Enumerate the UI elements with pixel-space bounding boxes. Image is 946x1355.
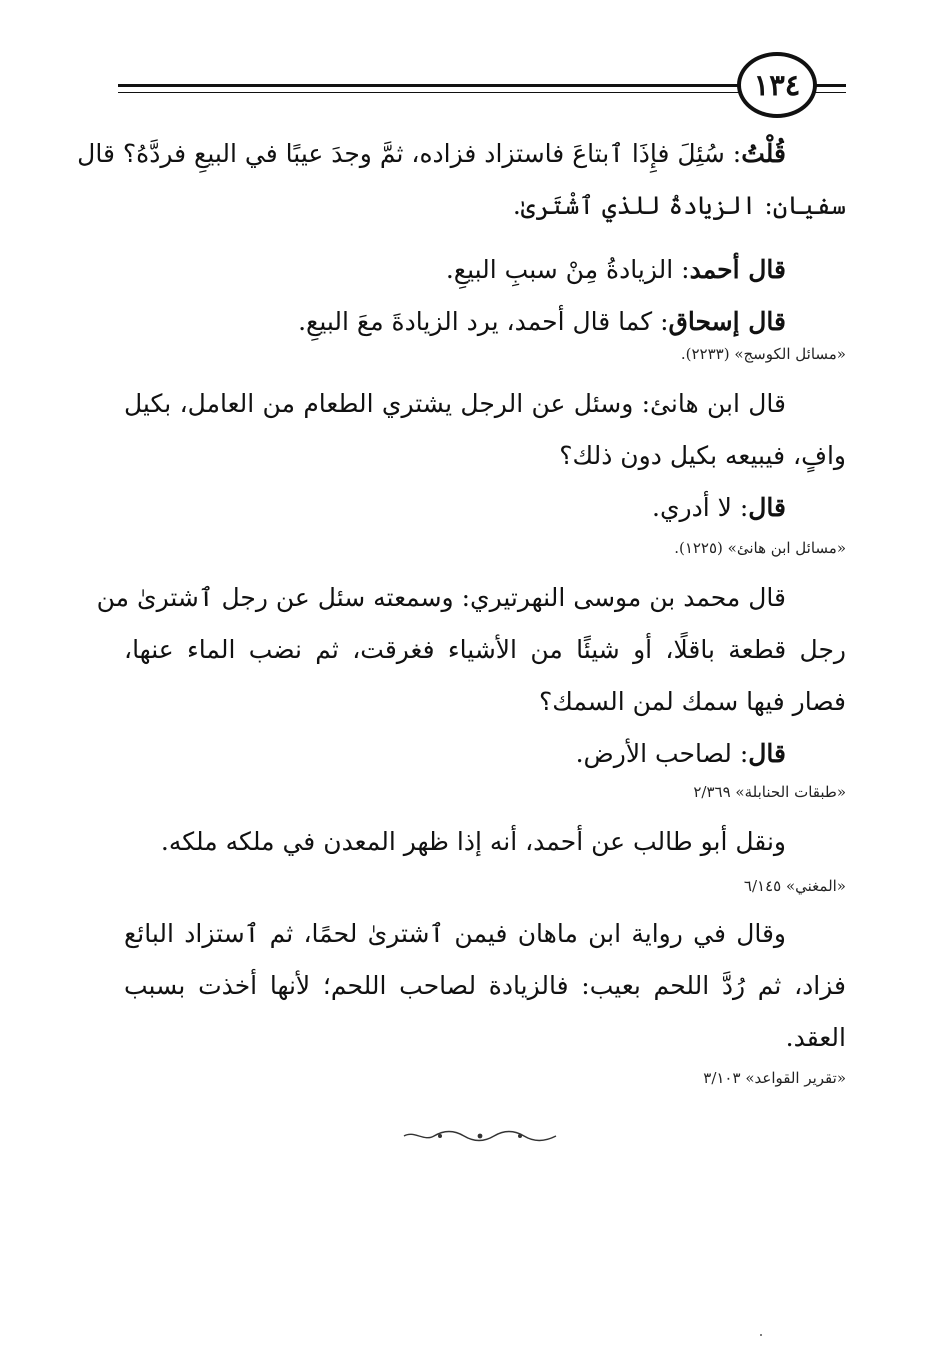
paragraph-5 [124, 908, 846, 1064]
paragraph-1 [77, 128, 846, 348]
speaker-label: قُلْتُ [741, 139, 786, 168]
text-line [124, 378, 846, 430]
paragraph-2 [124, 378, 846, 534]
text-line [96, 572, 846, 624]
line-text: رجل قطعة باقلًا، أو شيئًا من الأشياء فغرقت، ثم نضب الماء عنها، [124, 635, 846, 664]
line-text: قال محمد بن موسى النهرتيري: وسمعته سئل عن رجل ٱشترىٰ من [96, 583, 786, 612]
scan-speck [760, 1334, 762, 1336]
section-end-ornament [400, 1128, 560, 1144]
text-line [124, 430, 846, 482]
page-number-badge [737, 52, 817, 118]
text-line [124, 960, 846, 1012]
text-line [124, 244, 846, 296]
line-text: قال ابن هانئ: وسئل عن الرجل يشتري الطعام من العامل، بكيل [124, 389, 786, 418]
line-text: فزاد، ثم رُدَّ اللحم بعيب: فالزيادة لصاحب اللحم؛ لأنها أخذت بسبب [124, 971, 846, 1000]
line-text: : لا أدري. [652, 493, 749, 522]
text-line [124, 728, 846, 780]
line-text: : لصاحب الأرض. [575, 739, 749, 768]
line-text: : كما قال أحمد، يرد الزيادةَ معَ البيعِ. [298, 307, 669, 336]
header-rule-thin [118, 92, 846, 93]
paragraph-3 [96, 572, 846, 780]
page-number: ١٣٤ [753, 68, 801, 102]
line-text: : الزيادةُ مِنْ سببِ البيعِ. [445, 255, 690, 284]
text-line [124, 816, 846, 868]
citation-4: «المغني» ٦/١٤٥ [743, 877, 846, 895]
paragraph-4 [124, 816, 846, 868]
text-line [124, 296, 846, 348]
line-text: ونقل أبو طالب عن أحمد، أنه إذا ظهر المعدن في ملكه ملكه. [160, 827, 786, 856]
text-line [124, 180, 846, 232]
citation-3: «طبقات الحنابلة» ٢/٣٦٩ [693, 783, 846, 801]
ornament-flourish-icon [400, 1129, 560, 1143]
text-line [124, 676, 846, 728]
line-text: فصار فيها سمك لمن السمك؟ [539, 687, 846, 716]
speaker-label: قال إسحاق [668, 307, 786, 336]
text-line [124, 624, 846, 676]
speaker-label: قال أحمد [689, 255, 786, 284]
line-text: وافٍ، فيبيعه بكيل دون ذلك؟ [559, 441, 846, 470]
line-text: : سُئِلَ فإِذَا ٱبتاعَ فاستزاد فزاده، ثمَّ وجدَ عيبًا في البيعِ فردَّهُ؟ قال [77, 139, 742, 168]
citation-2: «مسائل ابن هانئ» (١٢٢٥). [674, 539, 846, 557]
text-line [124, 482, 846, 534]
citation-1: «مسائل الكوسج» (٢٢٣٣). [680, 345, 846, 363]
citation-5: «تقرير القواعد» ٣/١٠٣ [703, 1069, 846, 1087]
line-text: وقال في رواية ابن ماهان فيمن ٱشترىٰ لحمًا، ثم ٱستزاد البائع [124, 919, 786, 948]
text-line [124, 908, 846, 960]
text-line [77, 128, 846, 180]
text-line [124, 1012, 846, 1064]
speaker-label: قال [748, 493, 786, 522]
line-text: العقد. [785, 1023, 846, 1052]
speaker-label: قال [748, 739, 786, 768]
line-text: سفيان: الزيادةُ للذي ٱشْتَرىٰ. [512, 191, 846, 220]
